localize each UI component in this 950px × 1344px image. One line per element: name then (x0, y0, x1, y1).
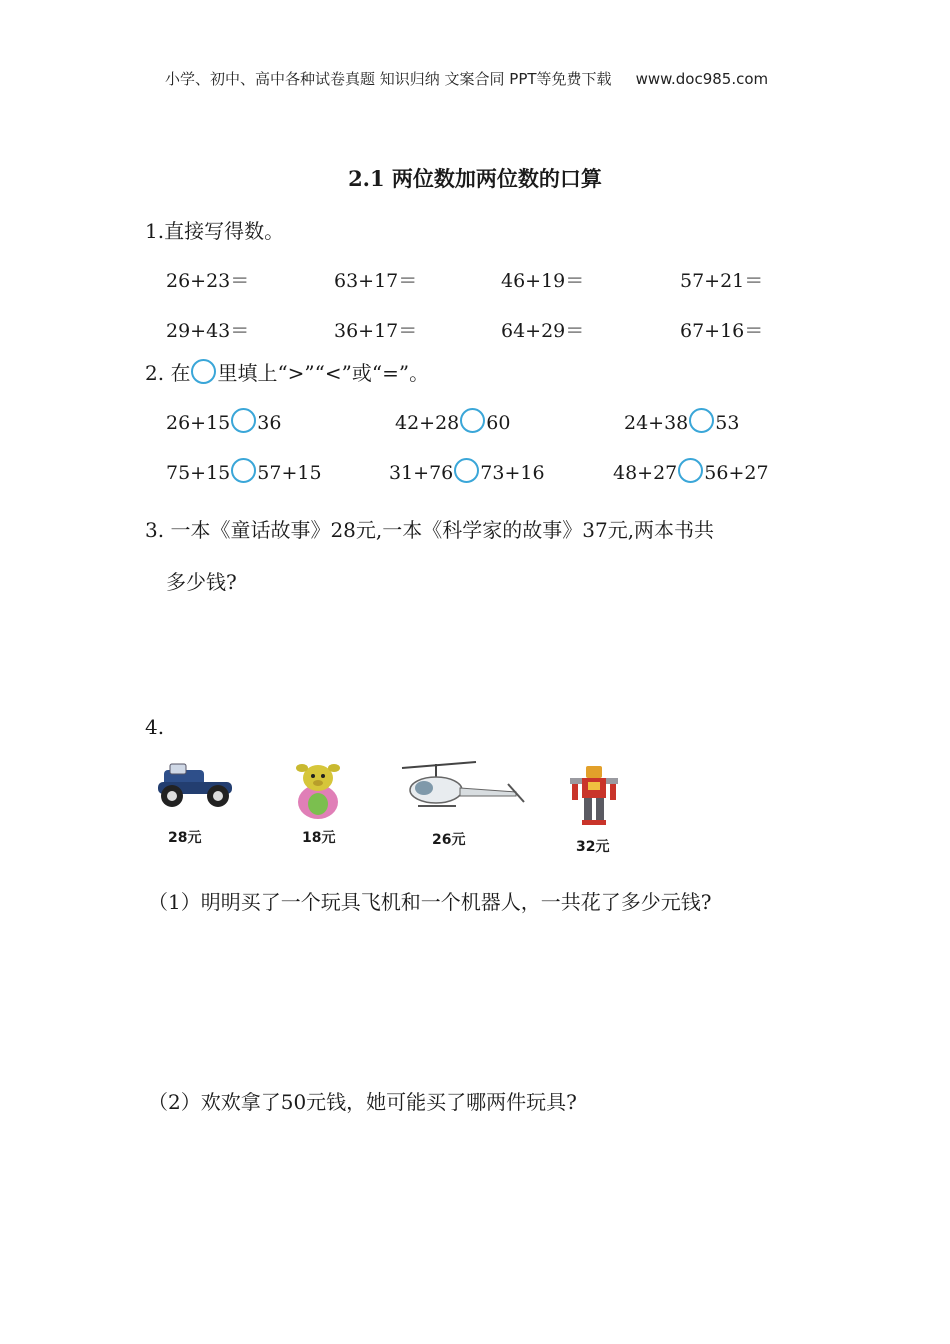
q1-expr: 67+16＝ (680, 320, 764, 342)
q3-line1: 3. 一本《童话故事》28元,一本《科学家的故事》37元,两本书共 (145, 518, 715, 542)
robot-icon (566, 762, 622, 832)
answer-circle[interactable] (231, 458, 256, 483)
q2-left: 42+28 (395, 412, 460, 434)
price-label: 32元 (576, 839, 610, 855)
helicopter-icon (396, 758, 536, 824)
q2-item (624, 408, 739, 434)
q2-right: 57+15 (257, 462, 322, 484)
page-header (165, 68, 768, 89)
header-site: www.doc985.com (635, 70, 769, 88)
q1-expr: 64+29＝ (501, 320, 585, 342)
q1-expr: 29+43＝ (166, 320, 250, 342)
q2-left: 26+15 (166, 412, 231, 434)
header-text: 小学、初中、高中各种试卷真题 知识归纳 文案合同 PPT等免费下载 (165, 70, 612, 88)
q4-label: 4. (145, 715, 165, 739)
price-label: 18元 (302, 830, 336, 846)
q2-right: 36 (257, 412, 282, 434)
car-icon (150, 758, 240, 814)
q1-expr: 36+17＝ (334, 320, 418, 342)
q1-label: 1.直接写得数。 (145, 219, 285, 243)
q1-expr: 26+23＝ (166, 270, 250, 292)
answer-circle[interactable] (454, 458, 479, 483)
q2-right: 56+27 (704, 462, 769, 484)
q2-item (166, 458, 322, 484)
teddy-icon (288, 758, 348, 826)
price-label: 26元 (432, 832, 466, 848)
q2-label (145, 357, 429, 386)
q2-right: 53 (715, 412, 740, 434)
q2-right: 60 (486, 412, 511, 434)
q2-left: 75+15 (166, 462, 231, 484)
q2-label-b: 里填上“>”“<”或“=”。 (217, 361, 430, 385)
answer-circle[interactable] (678, 458, 703, 483)
answer-circle[interactable] (689, 408, 714, 433)
q2-label-a: 2. 在 (145, 361, 191, 385)
q4-sub2: （2）欢欢拿了50元钱，她可能买了哪两件玩具? (148, 1090, 577, 1114)
q2-item (166, 408, 281, 434)
answer-circle[interactable] (460, 408, 485, 433)
q4-sub1: （1）明明买了一个玩具飞机和一个机器人，一共花了多少元钱? (148, 890, 712, 914)
q3-line2: 多少钱? (166, 570, 237, 594)
page-title: 2.1 两位数加两位数的口算 (348, 166, 602, 191)
circle-blank-icon (191, 359, 216, 384)
price-label: 28元 (168, 830, 202, 846)
q1-expr: 57+21＝ (680, 270, 764, 292)
q1-expr: 63+17＝ (334, 270, 418, 292)
q1-expr: 46+19＝ (501, 270, 585, 292)
answer-circle[interactable] (231, 408, 256, 433)
q2-item (395, 408, 510, 434)
q2-right: 73+16 (480, 462, 545, 484)
q2-item (389, 458, 545, 484)
q2-left: 31+76 (389, 462, 454, 484)
q2-left: 24+38 (624, 412, 689, 434)
q2-item (613, 458, 769, 484)
q2-left: 48+27 (613, 462, 678, 484)
